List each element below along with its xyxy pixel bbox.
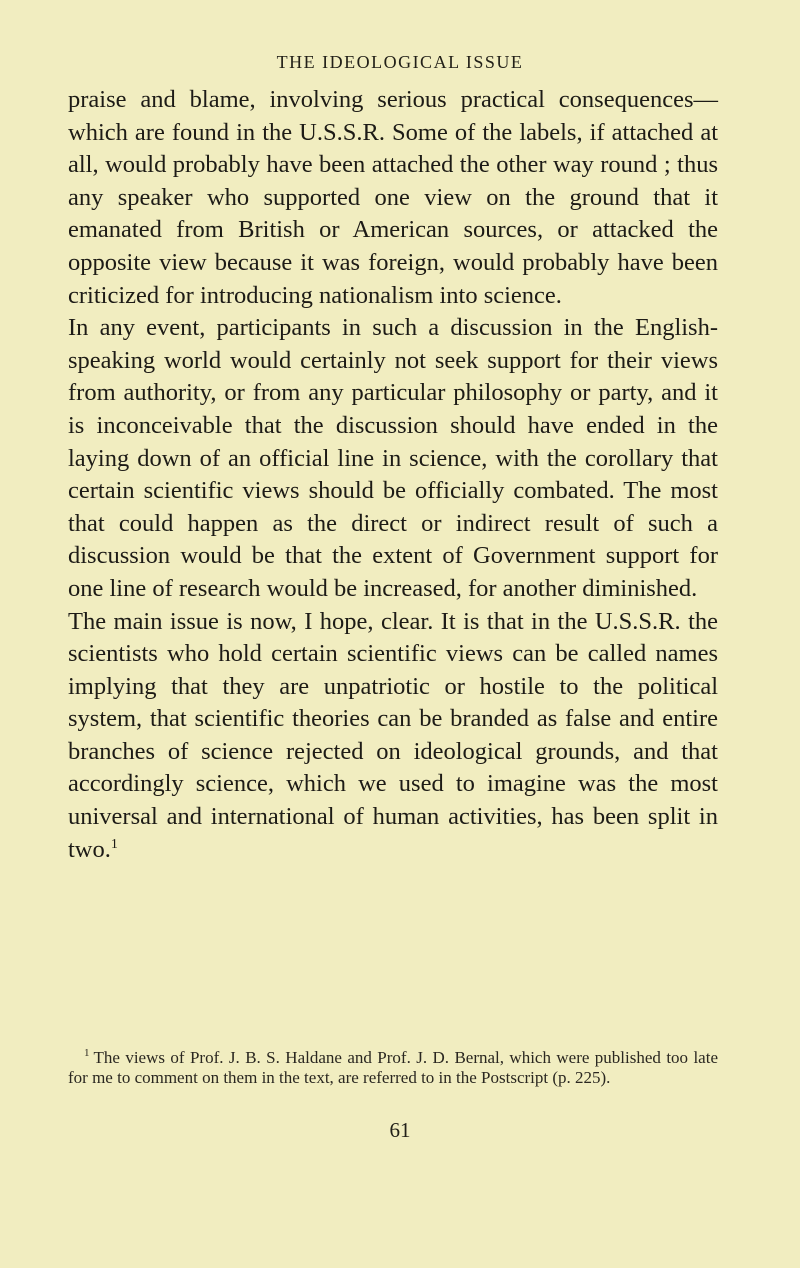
footnote [68,1048,718,1088]
paragraph-3-text: The main issue is now, I hope, clear. It is that in the U.S.S.R. the scientists who hold certain scientific views can be called names implying that they are unpatriotic or hostile to the political system, that scientific theories can be branded as false and entire branches of science rejected on ideological grounds, and that accordingly science, which we used to imagine was the most universal and international of human activities, has been split in two. [68,607,718,863]
body-text [68,84,718,866]
footnote-text: The views of Prof. J. B. S. Haldane and Prof. J. D. Bernal, which were published too late for me to comment on them in the text, are referred to in the Postscript (p. 225). [68,1048,718,1087]
page-number: 61 [389,1118,411,1142]
paragraph-2: In any event, participants in such a discussion in the English-speaking world would certainly not seek support for their views from authority, or from any particular philosophy or party, and it is inconceivable that the discussion should have ended in the laying down of an official line in science, with the corollary that certain scientific views should be officially combated. The most that could happen as the direct or indirect result of such a discussion would be that the extent of Government support for one line of research would be increased, for another diminished. [68,314,718,602]
running-head: THE IDEOLOGICAL ISSUE [276,52,524,72]
paragraph-3 [68,606,718,867]
footnote-marker: 1 [84,1047,90,1060]
footnote-reference: 1 [110,836,118,852]
paragraph-1: praise and blame, involving serious practical consequences—which are found in the U.S.S.R. Some of the labels, if attached at all, would probably have been attached the other way round ; thus any speaker who supported one view on the ground that it emanated from British or American sources, or attacked the opposite view because it was foreign, would probably have been criticized for introducing nationalism into science. [68,86,718,309]
